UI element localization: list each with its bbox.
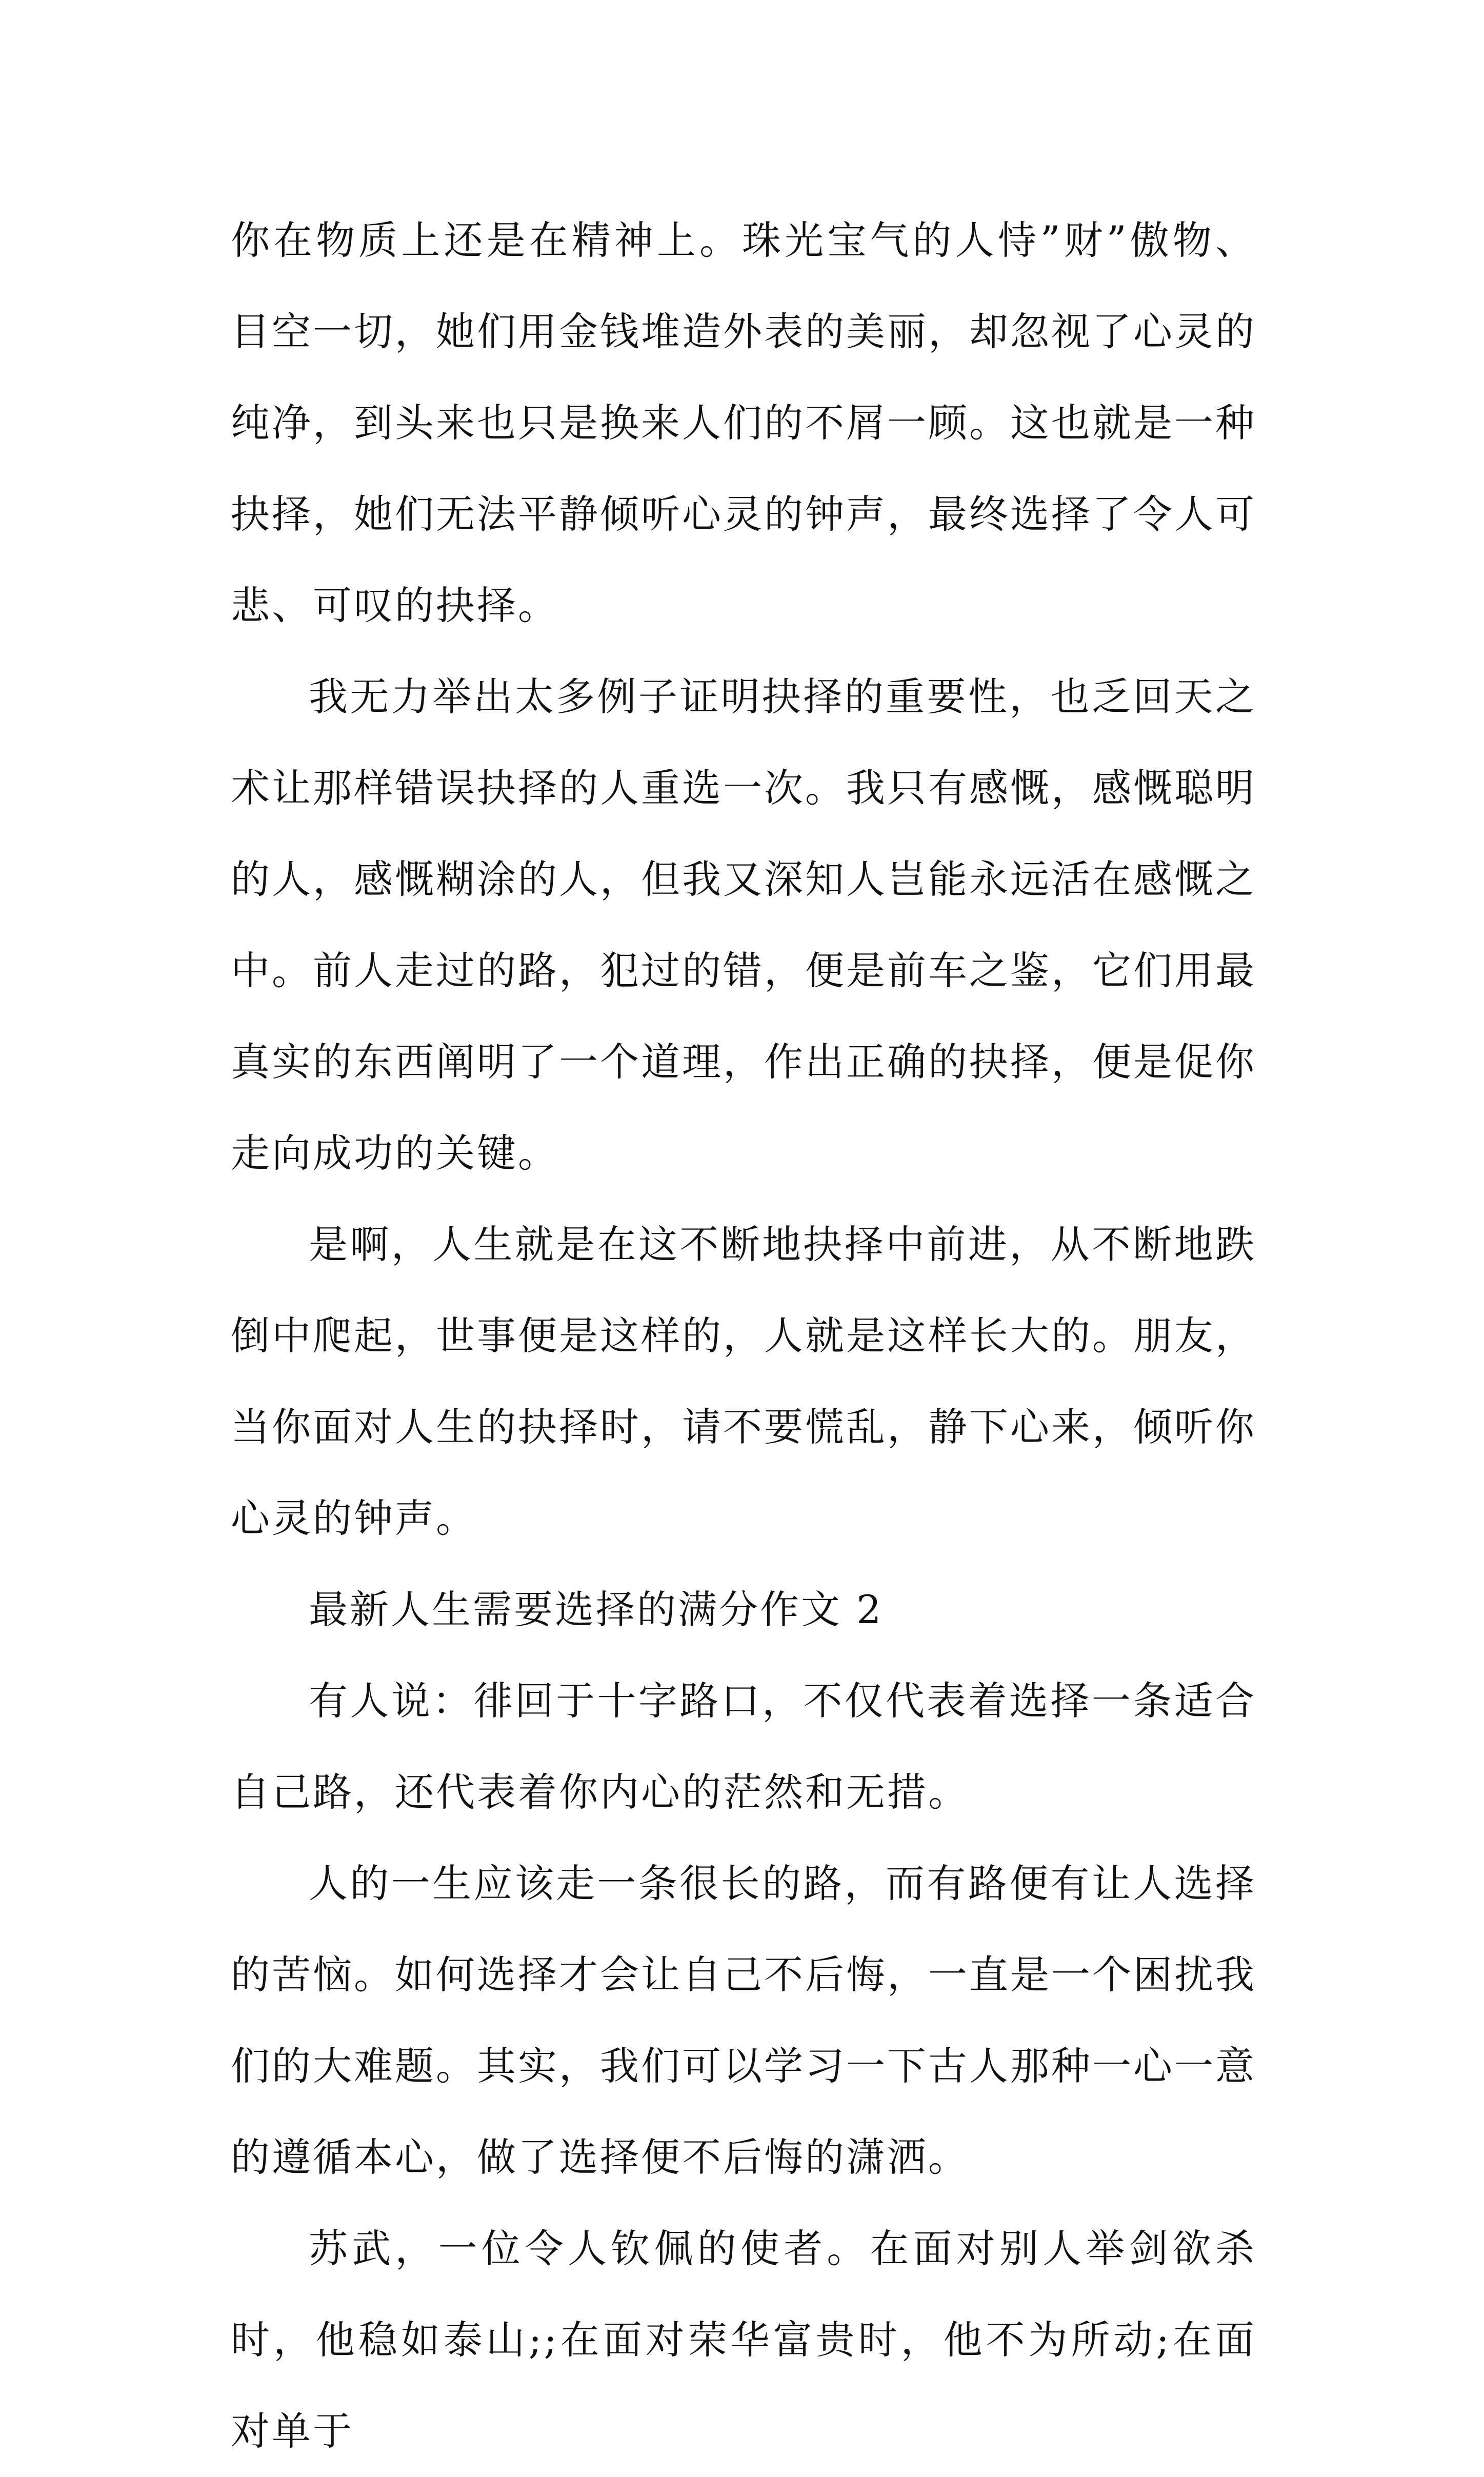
paragraph-continued: 你在物质上还是在精神上。珠光宝气的人恃”财”傲物、目空一切，她们用金钱堆造外表的美丽，却忽视了心灵的纯净，到头来也只是换来人们的不屑一顾。这也就是一种抉择，她们无法平静倾听心灵的钟声，最终选择了令人可悲、可叹的抉择。 — [231, 217, 1256, 628]
paragraph: 苏武，一位令人钦佩的使者。在面对别人举剑欲杀时，他稳如泰山;;在面对荣华富贵时，他不为所动;在面对单于 — [231, 2226, 1256, 2454]
document-body — [231, 195, 1256, 2477]
paragraph: 人的一生应该走一条很长的路，而有路便有让人选择的苦恼。如何选择才会让自己不后悔，一直是一个困扰我们的大难题。其实，我们可以学习一下古人那种一心一意的遵循本心，做了选择便不后悔的潇洒。 — [231, 1861, 1256, 2180]
paragraph: 有人说：徘回于十字路口，不仅代表着选择一条适合自己路，还代表着你内心的茫然和无措。 — [231, 1678, 1256, 1815]
section-heading: 最新人生需要选择的满分作文 2 — [309, 1587, 884, 1632]
paragraph: 我无力举出太多例子证明抉择的重要性，也乏回天之术让那样错误抉择的人重选一次。我只有感慨，感慨聪明的人，感慨糊涂的人，但我又深知人岂能永远活在感慨之中。前人走过的路，犯过的错，便是前车之鉴，它们用最真实的东西阐明了一个道理，作出正确的抉择，便是促你走向成功的关键。 — [231, 674, 1256, 1176]
paragraph: 是啊，人生就是在这不断地抉择中前进，从不断地跌倒中爬起，世事便是这样的，人就是这样长大的。朋友，当你面对人生的抉择时，请不要慌乱，静下心来，倾听你心灵的钟声。 — [231, 1222, 1256, 1541]
